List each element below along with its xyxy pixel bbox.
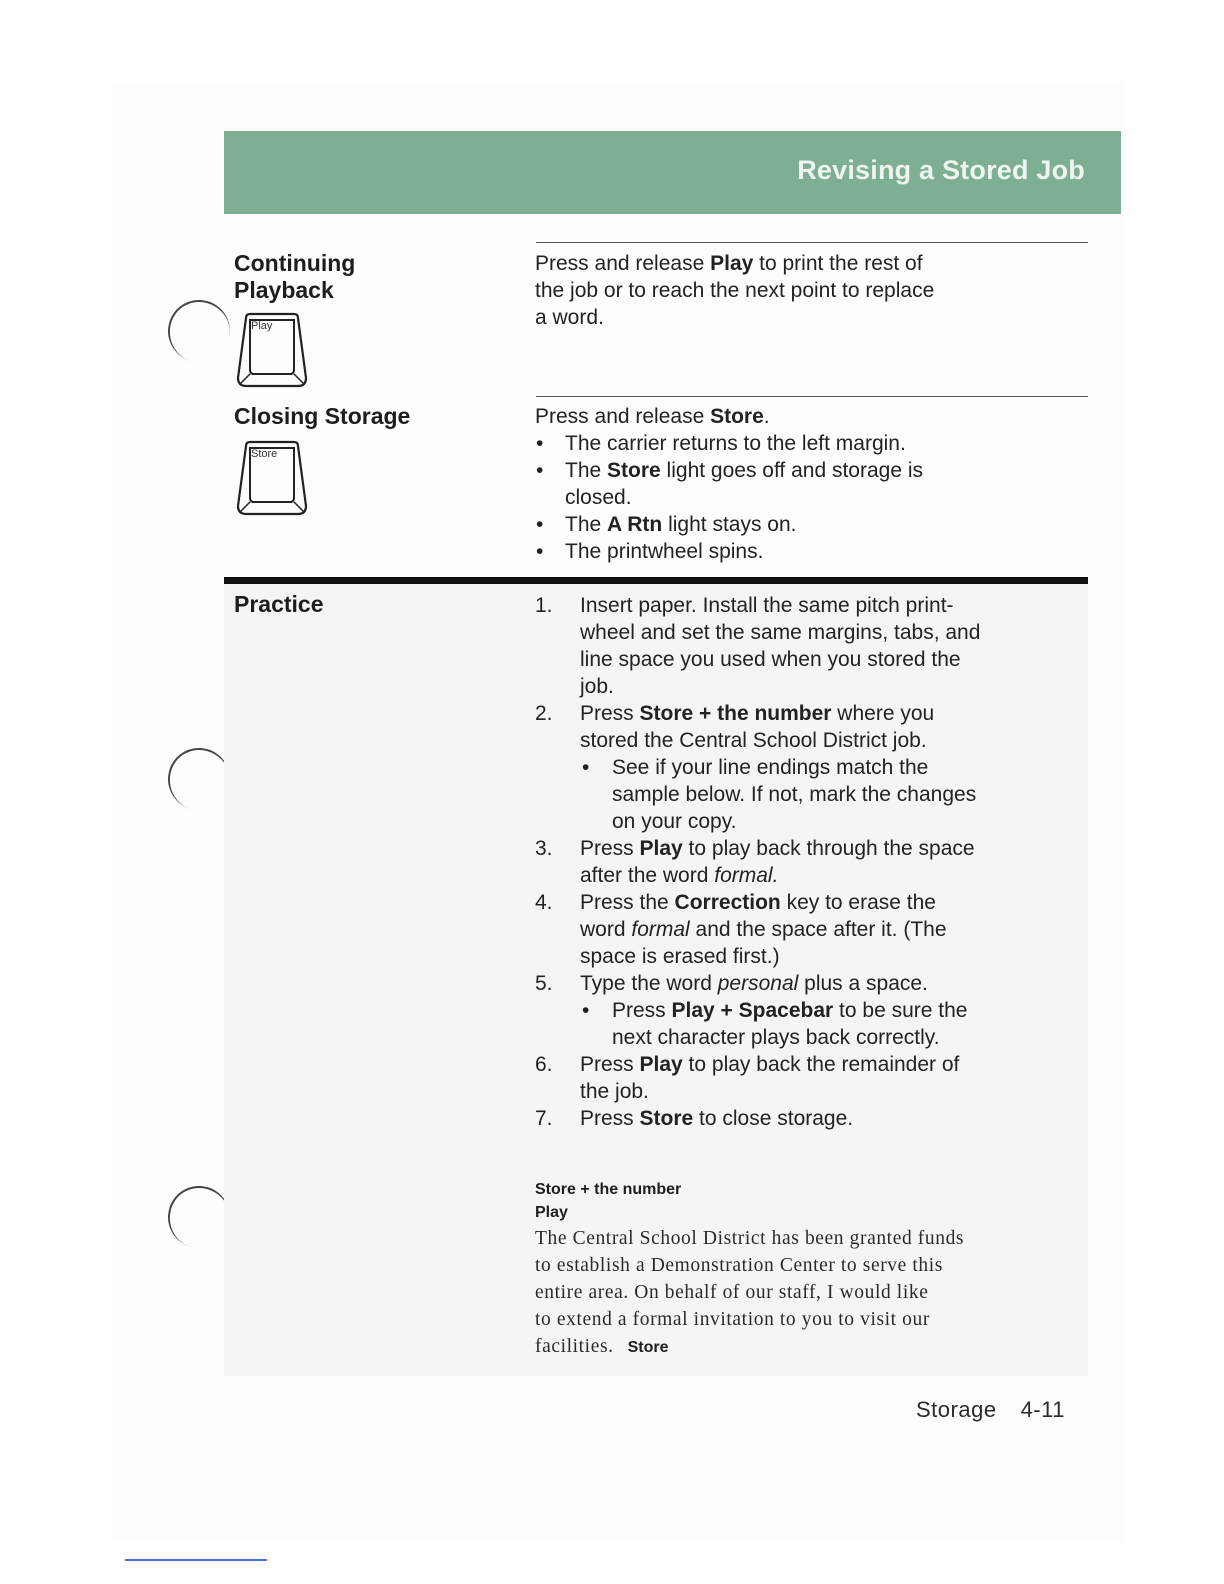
section-divider	[536, 242, 1088, 243]
sample-code-play: Play	[535, 1204, 568, 1221]
list-item: 6. Press Play to play back the remainder of the job.	[535, 1053, 960, 1103]
scan-edge-line	[125, 1559, 267, 1561]
list-item: 2. Press Store + the number where you stored the Central School District job. • See if your line endings match the sample below. If not, mark the changes on your copy.	[535, 700, 1080, 835]
closing-storage-heading: Closing Storage	[234, 403, 411, 429]
section-divider	[536, 396, 1088, 397]
sample-code-store-number: Store + the number	[535, 1181, 682, 1198]
list-item: • The Store light goes off and storage is closed.	[535, 457, 923, 511]
list-item: 1. Insert paper. Install the same pitch print- wheel and set the same margins, tabs, and line space you used when you stored the job.	[535, 594, 981, 698]
practice-divider	[224, 577, 1088, 584]
list-item: 5. Type the word personal plus a space. • Press Play + Spacebar to be sure the next character plays back correctly.	[535, 970, 1080, 1051]
store-key-icon	[236, 440, 306, 516]
page-footer	[916, 1397, 1065, 1423]
list-item: • The carrier returns to the left margin.	[535, 430, 923, 457]
practice-steps	[535, 592, 1080, 1132]
play-key-label: Play	[251, 320, 273, 332]
closing-storage-text: Press and release Store. • The carrier returns to the left margin. • The Store light goes off and storage is closed. • The A Rtn light stays on. • The printwheel spins.	[535, 403, 923, 565]
list-item: 4. Press the Correction key to erase the word formal and the space after it. (The space is erased first.)	[535, 891, 947, 968]
sample-code-store: Store	[627, 1339, 669, 1356]
store-key-label: Store	[251, 448, 278, 460]
list-item: • The printwheel spins.	[535, 538, 923, 565]
list-item: 3. Press Play to play back through the space after the word formal.	[535, 837, 975, 887]
list-item: • See if your line endings match the sample below. If not, mark the changes on your copy.	[580, 754, 1080, 835]
play-key-icon	[236, 312, 306, 388]
continuing-playback-heading: Continuing Playback	[234, 250, 356, 303]
chapter-title: Revising a Stored Job	[797, 155, 1085, 185]
chapter-header-band	[224, 131, 1121, 214]
list-item: • The A Rtn light stays on.	[535, 511, 923, 538]
list-item: • Press Play + Spacebar to be sure the next character plays back correctly.	[580, 997, 1080, 1051]
page-number: 4-11	[1020, 1397, 1065, 1422]
practice-heading: Practice	[234, 591, 324, 617]
sample-letter: The Central School District has been granted funds to establish a Demonstration Center to serve this entire area. On behalf of our staff, I would like to extend a formal invitation to you to visit our facilities. Store	[535, 1228, 965, 1357]
list-item: 7. Press Store to close storage.	[535, 1107, 854, 1130]
footer-section: Storage	[916, 1397, 997, 1422]
continuing-playback-text: Press and release Play to print the rest of the job or to reach the next point to replace a word.	[535, 252, 935, 329]
